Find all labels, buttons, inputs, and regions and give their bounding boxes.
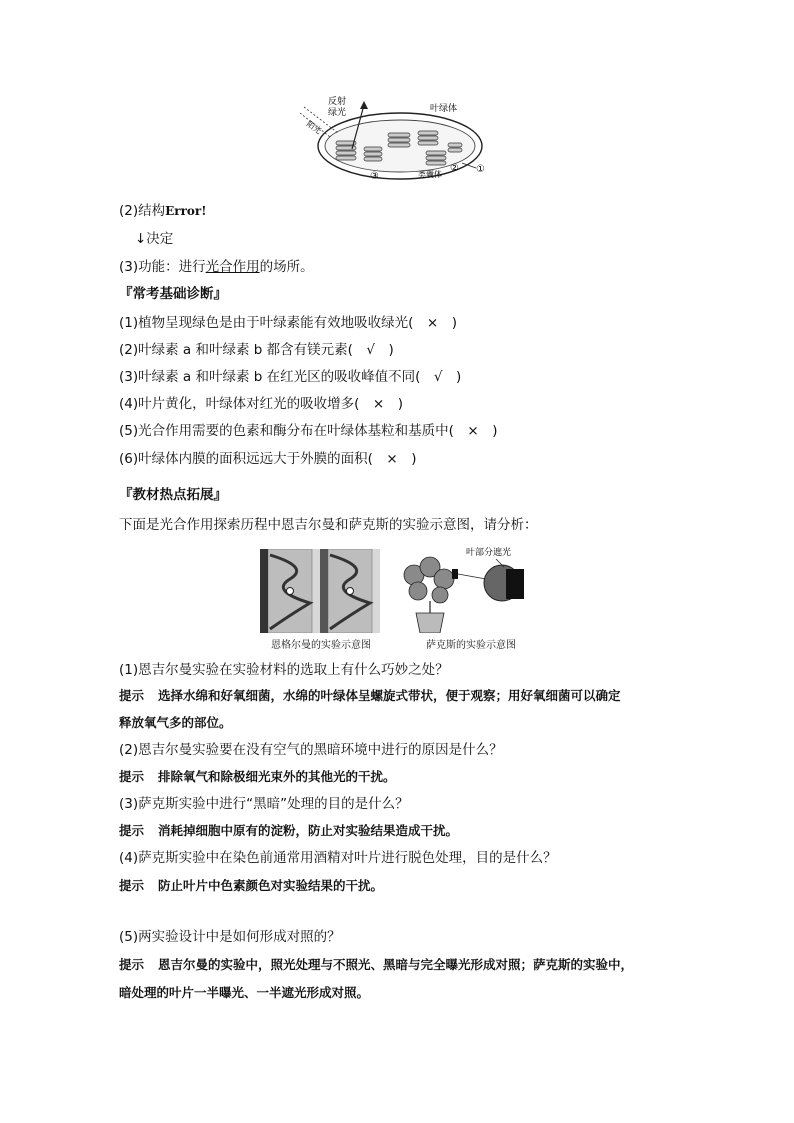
question-1: (1)恩吉尔曼实验在实验材料的选取上有什么巧妙之处？ — [119, 662, 449, 678]
answer-4-text: 防止叶片中色素颜色对实验结果的干扰。 — [158, 878, 384, 893]
function-underlined: 光合作用 — [205, 259, 260, 275]
answer-1 — [119, 686, 621, 706]
answer-5 — [119, 955, 633, 975]
chloroplast-label: 叶绿体 — [430, 104, 458, 114]
answer-3-text: 消耗掉细胞中原有的淀粉，防止对实验结果造成干扰。 — [158, 823, 459, 838]
section-expand-heading: 『教材热点拓展』 — [119, 487, 227, 503]
answer-5-line-1: 恩吉尔曼的实验中，照光处理与不照光、黑暗与完全曝光形成对照；萨克斯的实验中， — [158, 957, 634, 972]
decide-line: ↓决定 — [135, 231, 174, 247]
chloroplast-diagram — [290, 93, 510, 183]
marker-2: ② — [450, 163, 459, 174]
hint-label: 提示 — [119, 688, 145, 703]
reflect-label-1: 反射 — [328, 97, 347, 107]
diagnosis-item: (3)叶绿素 a 和叶绿素 b 在红光区的吸收峰值不同( √ ) — [119, 369, 462, 385]
sunlight-label: 阳光 — [304, 119, 324, 136]
hint-label: 提示 — [119, 878, 145, 893]
diagnosis-item: (2)叶绿素 a 和叶绿素 b 都含有镁元素( √ ) — [119, 342, 394, 358]
answer-3 — [119, 821, 458, 841]
section-diagnosis-heading: 『常考基础诊断』 — [119, 286, 227, 302]
structure-line — [119, 201, 207, 221]
function-prefix: (3)功能：进行 — [119, 259, 206, 275]
structure-prefix: (2)结构 — [119, 203, 166, 219]
leaf-shade-label: 叶部分遮光 — [466, 548, 512, 558]
question-4: (4)萨克斯实验中在染色前通常用酒精对叶片进行脱色处理，目的是什么？ — [119, 850, 557, 866]
diagnosis-item: (6)叶绿体内膜的面积远远大于外膜的面积( × ) — [119, 451, 417, 467]
answer-4 — [119, 876, 383, 896]
answer-1-line-1: 选择水绵和好氧细菌，水绵的叶绿体呈螺旋式带状，便于观察；用好氧细菌可以确定 — [158, 688, 621, 703]
hint-label: 提示 — [119, 769, 145, 784]
question-5: (5)两实验设计中是如何形成对照的？ — [119, 929, 341, 945]
answer-2-text: 排除氧气和除极细光束外的其他光的干扰。 — [158, 769, 396, 784]
answer-5-line-2: 暗处理的叶片一半曝光、一半遮光形成对照。 — [119, 985, 370, 1000]
intro-text: 下面是光合作用探索历程中恩吉尔曼和萨克斯的实验示意图，请分析： — [119, 517, 538, 533]
answer-2 — [119, 767, 396, 787]
question-2: (2)恩吉尔曼实验要在没有空气的黑暗环境中进行的原因是什么？ — [119, 742, 503, 758]
thylakoid-label: 类囊体 — [418, 170, 442, 179]
hint-label: 提示 — [119, 823, 145, 838]
diagnosis-item: (1)植物呈现绿色是由于叶绿素能有效地吸收绿光( × ) — [119, 315, 457, 331]
question-3: (3)萨克斯实验中进行“黑暗”处理的目的是什么？ — [119, 796, 409, 812]
answer-1-line-2: 释放氧气多的部位。 — [119, 715, 232, 730]
engelmann-caption: 恩格尔曼的实验示意图 — [271, 640, 371, 651]
marker-3: ③ — [370, 171, 379, 182]
sachs-caption: 萨克斯的实验示意图 — [426, 640, 516, 651]
hint-label: 提示 — [119, 957, 145, 972]
engelmann-experiment-figure — [260, 549, 380, 633]
function-line — [119, 257, 314, 277]
diagnosis-item: (4)叶片黄化，叶绿体对红光的吸收增多( × ) — [119, 396, 403, 412]
diagnosis-item: (5)光合作用需要的色素和酶分布在叶绿体基粒和基质中( × ) — [119, 423, 498, 439]
structure-error: Error! — [165, 204, 207, 218]
sachs-experiment-figure — [396, 545, 536, 633]
reflect-label-2: 绿光 — [328, 108, 347, 118]
marker-1: ① — [476, 164, 485, 175]
function-suffix: 的场所。 — [259, 259, 314, 275]
